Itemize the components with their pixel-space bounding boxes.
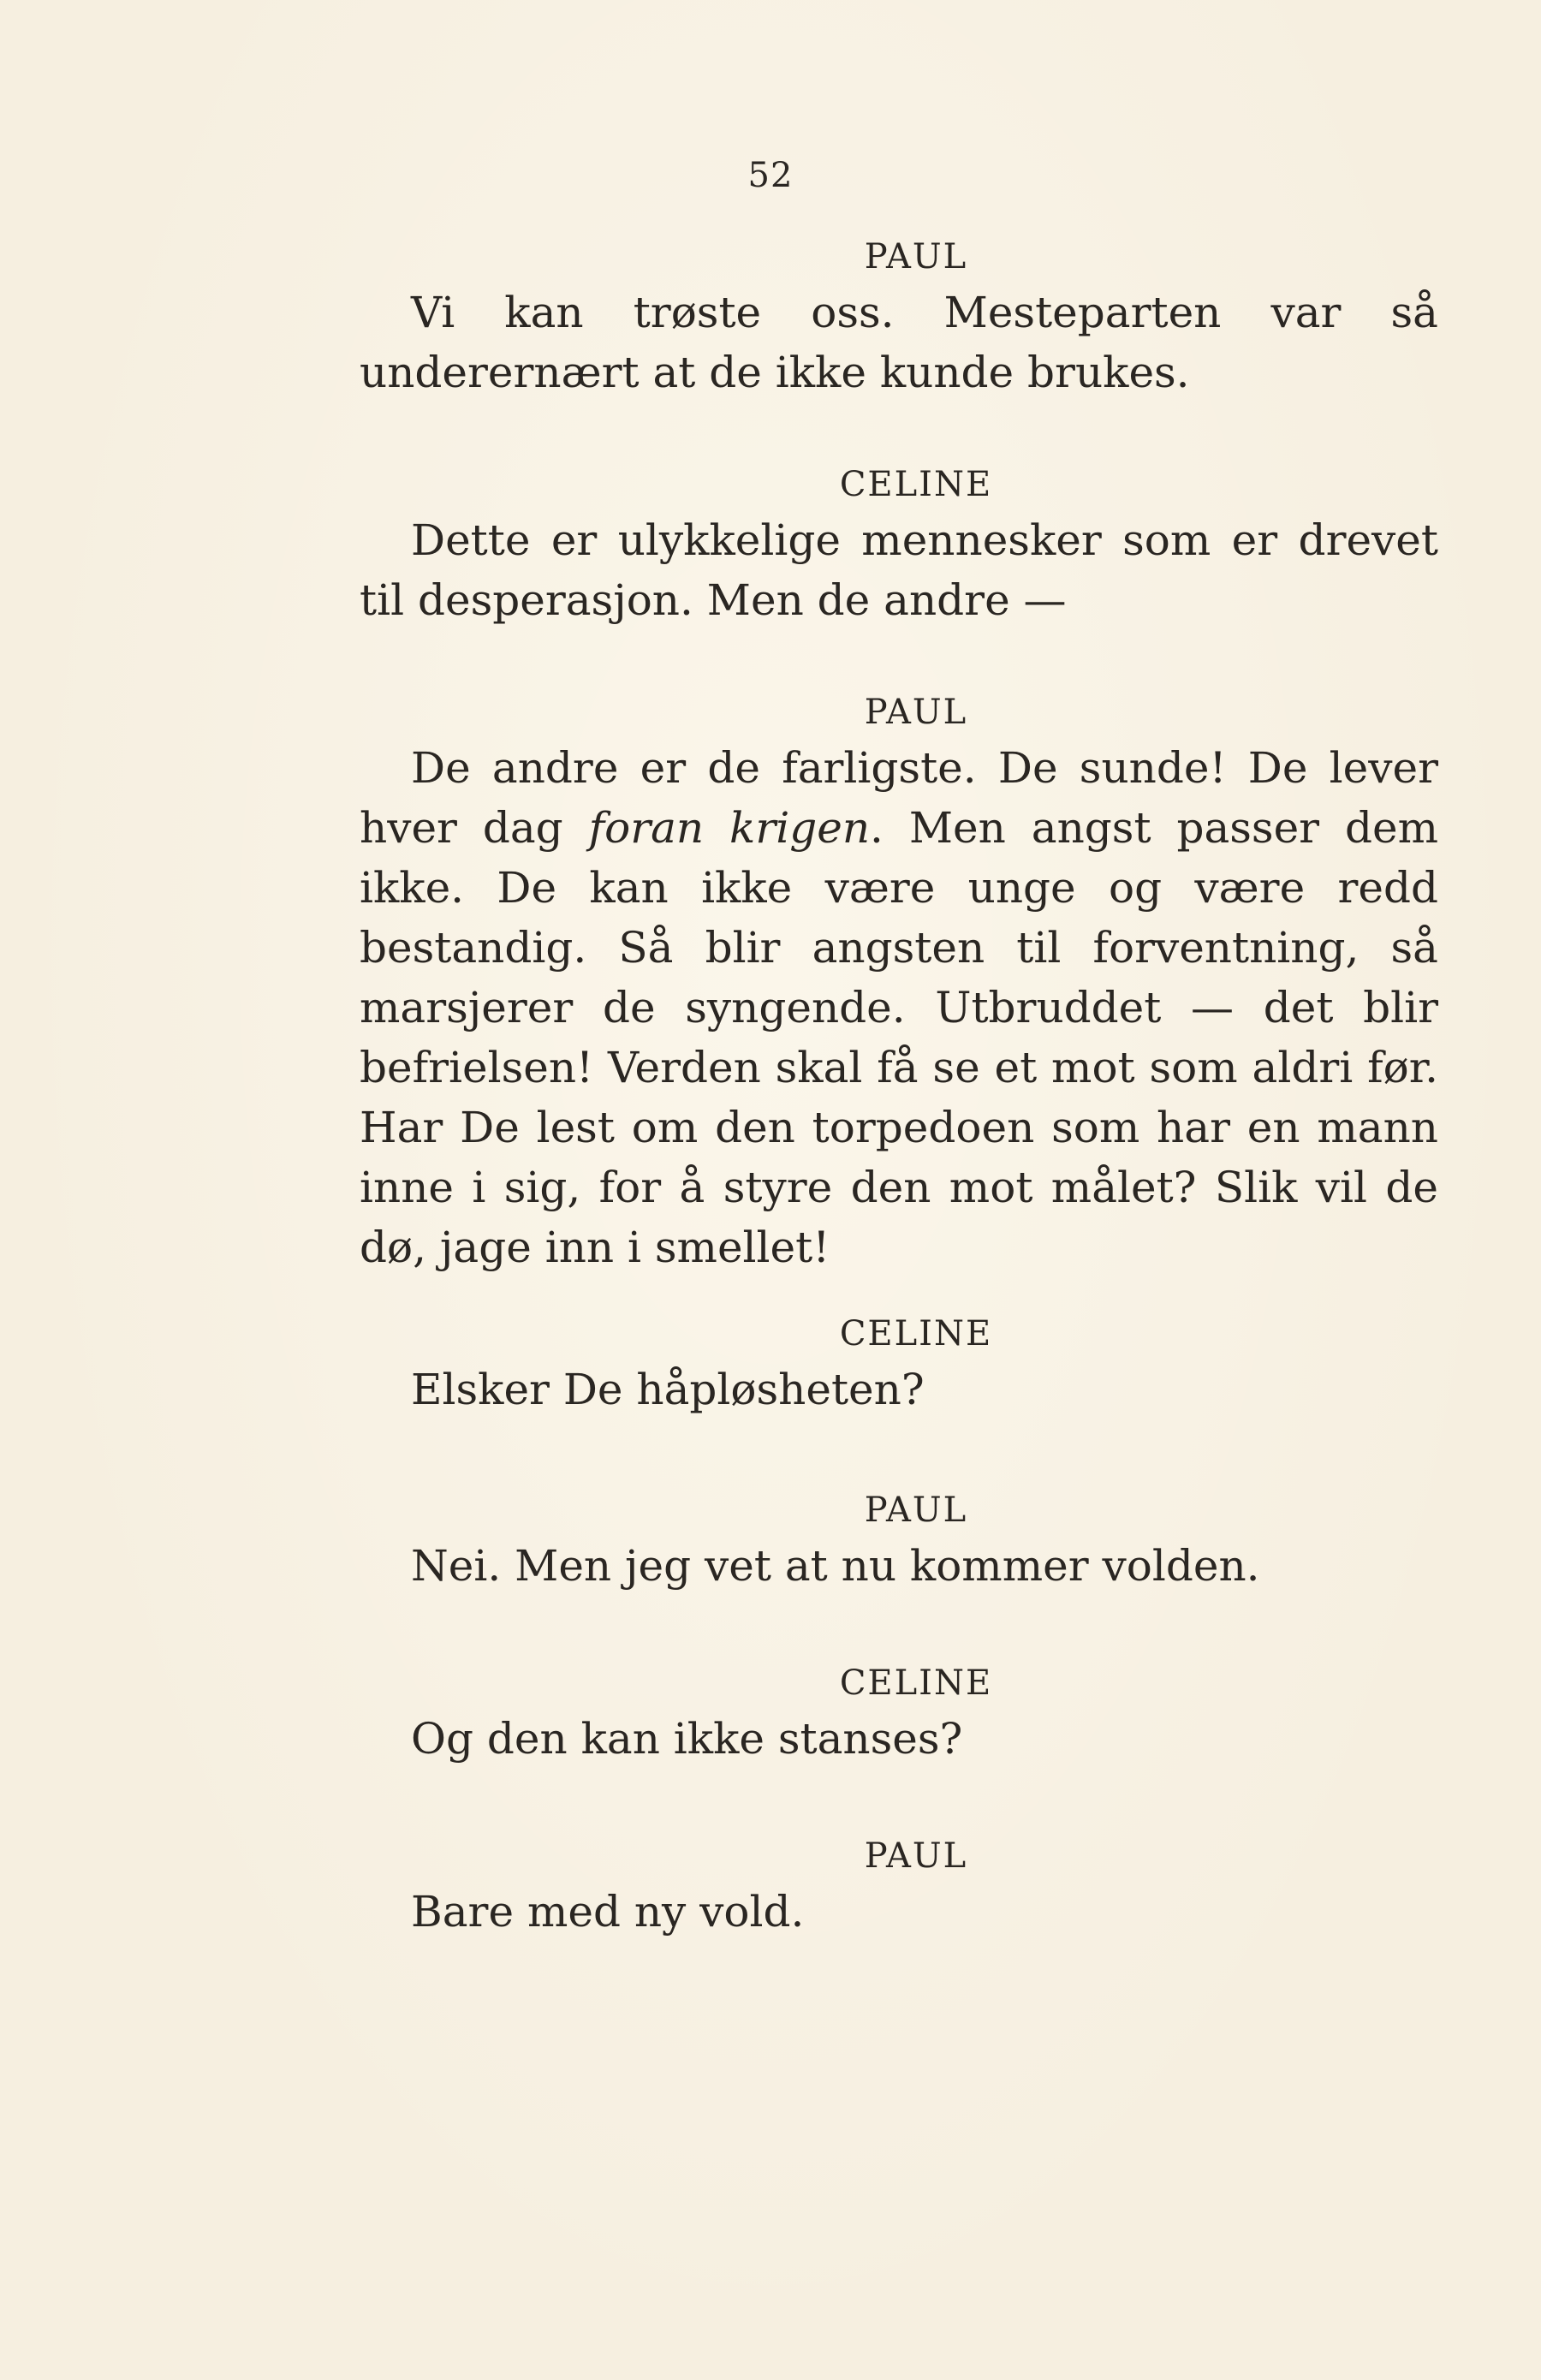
dialogue-line: Vi kan trøste oss. Mesteparten var så underernært at de ikke kunde brukes. bbox=[360, 288, 1438, 397]
speaker-name: CELINE bbox=[839, 1663, 993, 1703]
dialogue-line: Og den kan ikke stanses? bbox=[411, 1714, 963, 1764]
dialogue-line bbox=[360, 738, 1438, 1277]
page-number: 52 bbox=[747, 156, 794, 195]
dialogue-exchange bbox=[360, 459, 1438, 630]
speaker-name: PAUL bbox=[864, 1836, 968, 1876]
dialogue-line: Nei. Men jeg vet at nu kommer volden. bbox=[411, 1541, 1260, 1591]
dialogue-exchange bbox=[360, 687, 1438, 1277]
dialogue-line: Bare med ny vold. bbox=[411, 1887, 805, 1937]
dialogue-line-start: De andre er de farligste. De sunde! De lever hver dag bbox=[360, 743, 1438, 853]
dialogue-exchange bbox=[360, 1657, 1438, 1769]
dialogue-line: Dette er ulykkelige mennesker som er drevet til desperasjon. Men de andre — bbox=[360, 515, 1438, 625]
dialogue-exchange bbox=[360, 1485, 1438, 1596]
dialogue-text bbox=[360, 231, 1438, 1942]
dialogue-line: Elsker De håpløsheten? bbox=[411, 1365, 925, 1414]
dialogue-exchange bbox=[360, 1830, 1438, 1942]
dialogue-line-italic: foran krigen bbox=[588, 803, 871, 853]
speaker-name: PAUL bbox=[864, 1490, 968, 1530]
dialogue-exchange bbox=[360, 231, 1438, 402]
speaker-name: PAUL bbox=[864, 237, 968, 277]
speaker-name: PAUL bbox=[864, 693, 968, 732]
speaker-name: CELINE bbox=[839, 1314, 993, 1354]
dialogue-exchange bbox=[360, 1308, 1438, 1419]
speaker-name: CELINE bbox=[839, 465, 993, 504]
dialogue-line-end: . Men angst passer dem ikke. De kan ikke være unge og være redd bestandig. Så blir angsten til forventning, så marsjerer de syngende. Utbruddet — det blir befrielsen! Verden skal få se et mot som aldri før. Har De lest om den torpedoen som har en mann inne i sig, for å styre den mot målet? Slik vil de dø, jage inn i smellet! bbox=[360, 803, 1438, 1272]
